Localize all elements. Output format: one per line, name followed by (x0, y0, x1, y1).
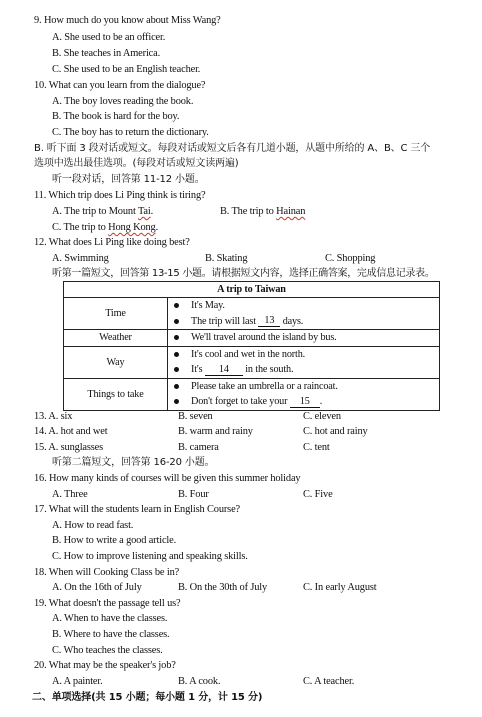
section-b-instruction-1: B. 听下面 3 段对话或短文。每段对话或短文后各有几道小题，从题中所给的 A、B、C 三个 (34, 143, 431, 154)
q17-option-b: B. How to write a good article. (52, 535, 177, 546)
q9-option-c: C. She used to be an English teacher. (52, 64, 201, 75)
q19-stem: 19. What doesn't the passage tell us? (34, 598, 181, 609)
q14-option-a: 14. A. hot and wet (34, 426, 108, 437)
bullet-item (172, 394, 435, 410)
bullet-item (172, 330, 435, 346)
bullet-icon (174, 303, 179, 308)
passage1-instruction: 听第一篇短文，回答第 13-15 小题。请根据短文内容，选择正确答案，完成信息记录表。 (52, 268, 435, 279)
q11-a-text: A. The trip to Mount (52, 206, 138, 217)
q13-option-c: C. eleven (303, 411, 341, 422)
q19-option-b: B. Where to have the classes. (52, 629, 170, 640)
q10-option-b: B. The book is hard for the boy. (52, 111, 180, 122)
bullet-icon (174, 335, 179, 340)
q19-option-c: C. Who teaches the classes. (52, 645, 163, 656)
q20-stem: 20. What may be the speaker's job? (34, 660, 176, 671)
row-label-weather: Weather (64, 330, 168, 347)
bullet-icon (174, 399, 179, 404)
q11-c-text: C. The trip to (52, 222, 109, 233)
time-item-2: The trip will last (191, 315, 256, 327)
things-item-2: Don't forget to take your (191, 396, 288, 408)
q11-stem: 11. Which trip does Li Ping think is tiring? (34, 190, 206, 201)
way-item-2-end: in the south. (245, 364, 294, 376)
trip-info-table (63, 281, 440, 411)
q10-option-c: C. The boy has to return the dictionary. (52, 127, 209, 138)
q11-option-a (52, 205, 153, 218)
things-item-2-end: . (319, 396, 323, 408)
q11-option-c (52, 221, 158, 234)
things-item-1: Please take an umbrella or a raincoat. (191, 380, 338, 392)
bullet-item (172, 314, 435, 330)
q14-option-c: C. hot and rainy (303, 426, 368, 437)
bullet-item (172, 362, 435, 378)
bullet-icon (174, 384, 179, 389)
q11-b-place: Hainan (276, 206, 306, 217)
things-cell (168, 378, 440, 410)
q16-stem: 16. How many kinds of courses will be given this summer holiday (34, 473, 301, 484)
way-item-2: It's (191, 364, 203, 376)
q13-option-a: 13. A. six (34, 411, 73, 422)
q16-option-a: A. Three (52, 489, 88, 500)
q9-option-a: A. She used to be an officer. (52, 32, 166, 43)
q13-option-b: B. seven (178, 411, 213, 422)
q10-option-a: A. The boy loves reading the book. (52, 96, 194, 107)
q15-option-c: C. tent (303, 442, 330, 453)
blank-14: 14 (205, 364, 243, 376)
blank-13: 13 (258, 315, 280, 327)
time-item-1: It's May. (191, 300, 225, 312)
bullet-item (172, 347, 435, 363)
q9-stem: 9. How much do you know about Miss Wang? (34, 15, 221, 26)
q12-option-c: C. Shopping (325, 253, 376, 264)
q12-stem: 12. What does Li Ping like doing best? (34, 237, 190, 248)
bullet-item (172, 298, 435, 314)
q15-option-a: 15. A. sunglasses (34, 442, 104, 453)
q17-option-c: C. How to improve listening and speaking skills. (52, 551, 248, 562)
section-b-instruction-2: 选项中选出最佳选项。(每段对话或短文读两遍) (34, 158, 239, 169)
time-cell (168, 298, 440, 330)
q12-option-a: A. Swimming (52, 253, 109, 264)
q11-option-b (220, 205, 305, 218)
weather-item-1: We'll travel around the island by bus. (191, 332, 337, 344)
q10-stem: 10. What can you learn from the dialogue? (34, 80, 206, 91)
q18-option-c: C. In early August (303, 582, 377, 593)
row-label-time: Time (64, 298, 168, 330)
q18-stem: 18. When will Cooking Class be in? (34, 567, 180, 578)
q11-c-end: . (155, 222, 159, 233)
time-item-2-end: days. (282, 315, 304, 327)
q20-option-c: C. A teacher. (303, 676, 355, 687)
blank-15: 15 (290, 396, 320, 408)
q11-a-place: Tai (137, 206, 151, 217)
bullet-item (172, 379, 435, 395)
q17-option-a: A. How to read fast. (52, 520, 134, 531)
q19-option-a: A. When to have the classes. (52, 613, 168, 624)
section-2-heading: 二、单项选择(共 15 小题；每小题 1 分，计 15 分) (32, 692, 263, 703)
way-cell (168, 346, 440, 378)
q9-option-b: B. She teaches in America. (52, 48, 161, 59)
q18-option-a: A. On the 16th of July (52, 582, 142, 593)
weather-cell (168, 330, 440, 347)
q17-stem: 17. What will the students learn in English Course? (34, 504, 240, 515)
q16-option-c: C. Five (303, 489, 333, 500)
bullet-icon (174, 319, 179, 324)
q11-a-end: . (150, 206, 154, 217)
bullet-icon (174, 367, 179, 372)
q11-c-place: Hong Kong (108, 222, 156, 233)
row-label-way: Way (64, 346, 168, 378)
q20-option-a: A. A painter. (52, 676, 103, 687)
passage2-instruction: 听第二篇短文，回答第 16-20 小题。 (52, 457, 215, 468)
q18-option-b: B. On the 30th of July (178, 582, 268, 593)
row-label-things: Things to take (64, 378, 168, 410)
q15-option-b: B. camera (178, 442, 219, 453)
q20-option-b: B. A cook. (178, 676, 221, 687)
q12-option-b: B. Skating (205, 253, 248, 264)
q16-option-b: B. Four (178, 489, 209, 500)
way-item-1: It's cool and wet in the north. (191, 348, 306, 360)
q14-option-b: B. warm and rainy (178, 426, 253, 437)
section-b-instruction-3: 听一段对话，回答第 11-12 小题。 (52, 174, 205, 185)
q11-b-text: B. The trip to (220, 206, 277, 217)
table-title: A trip to Taiwan (64, 282, 440, 298)
bullet-icon (174, 352, 179, 357)
